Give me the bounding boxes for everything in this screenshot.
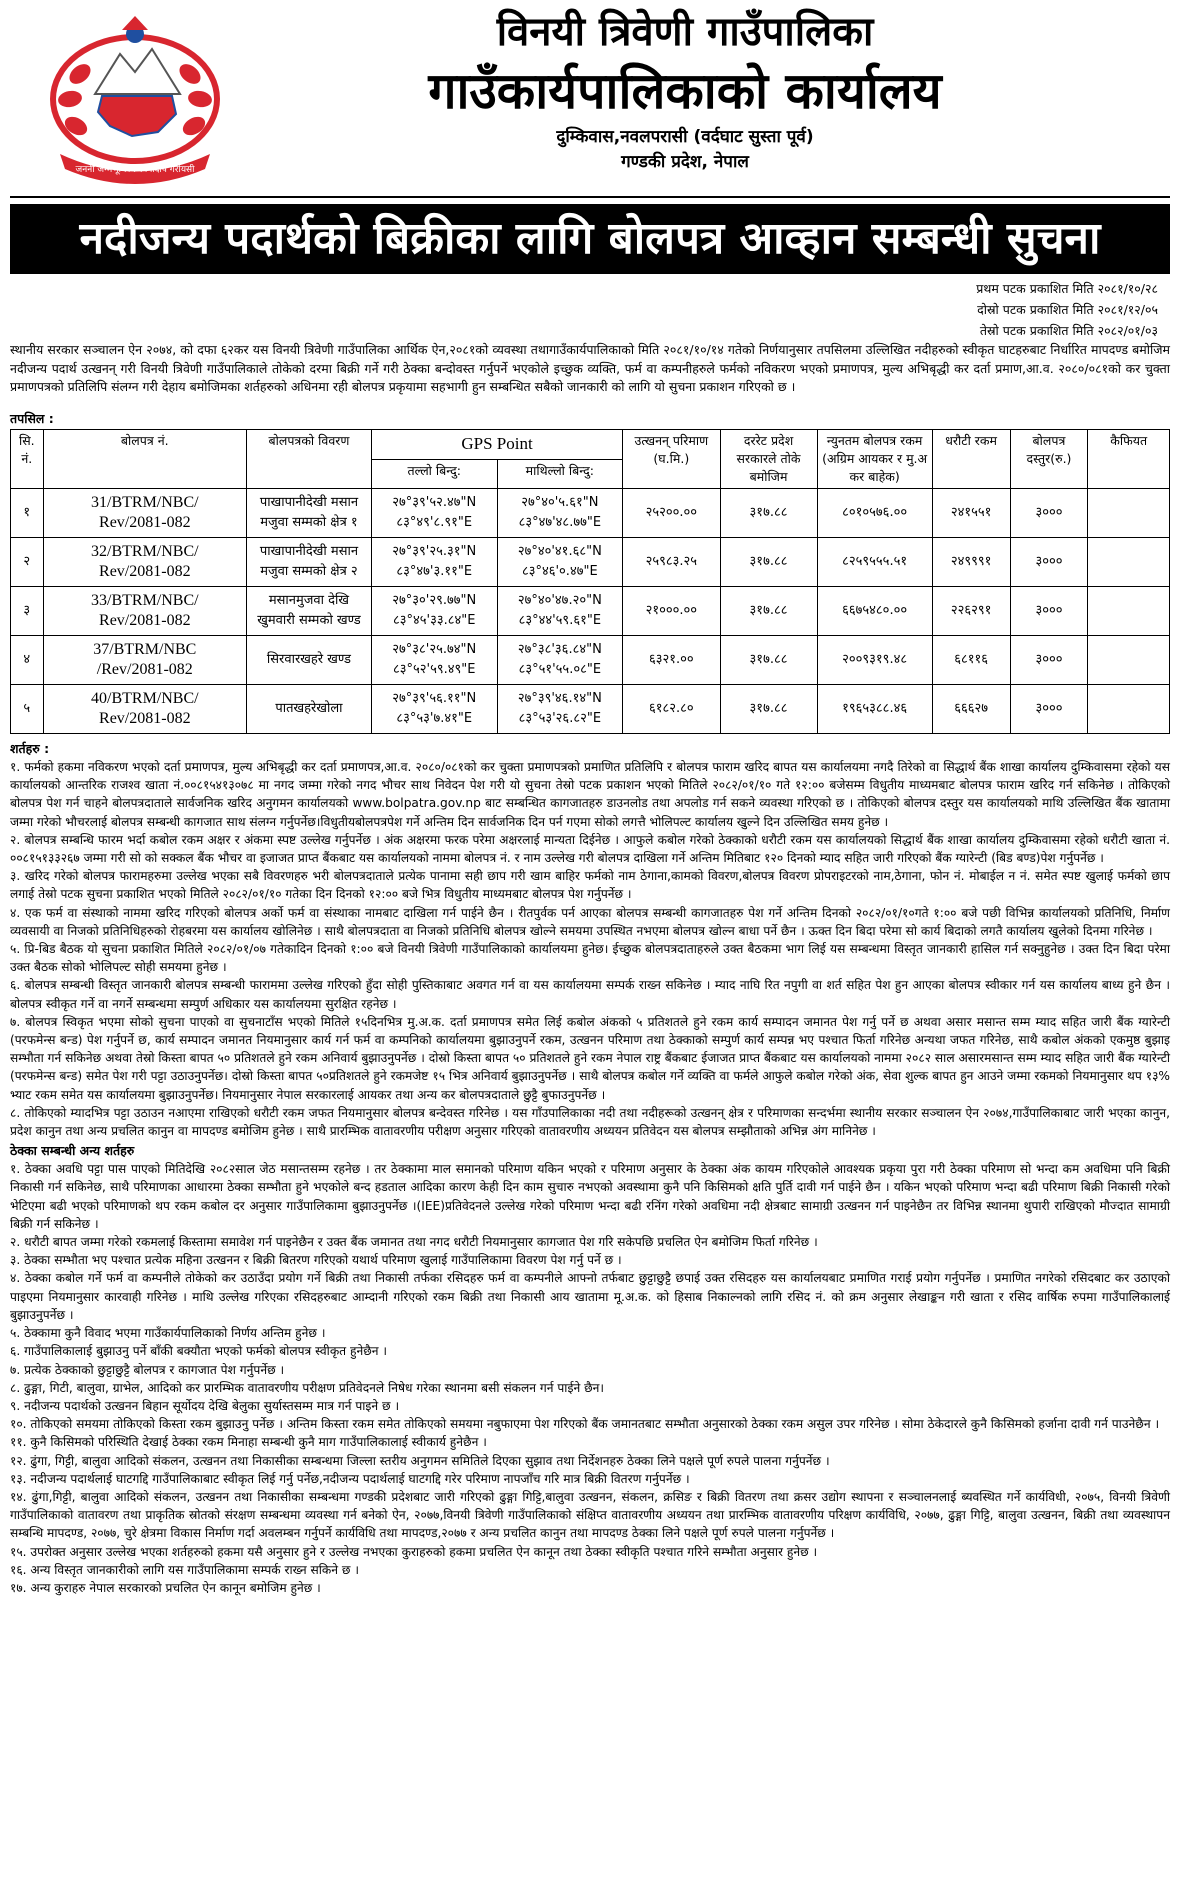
cell-remarks: [1088, 636, 1170, 685]
cell-bid-no: [43, 587, 246, 636]
cell-description: पाखापानीदेखी मसान मजुवा सम्मको क्षेत्र १: [246, 489, 371, 538]
cell-min-amount: ८२५९५५५.५१: [817, 538, 932, 587]
bid-no-part2: Rev/2081-082: [99, 514, 191, 531]
cell-fee: ३०००: [1010, 489, 1088, 538]
cell-deposit: ६८११६: [932, 636, 1010, 685]
header: [10, 6, 1170, 198]
conditions-list: [10, 758, 1170, 1140]
cell-bid-no: [43, 489, 246, 538]
cell-quantity: ६१८२.८०: [623, 685, 720, 734]
cell-gps-high: [497, 538, 623, 587]
cell-remarks: [1088, 685, 1170, 734]
cell-description: पातखहरेखोला: [246, 685, 371, 734]
cell-gps-low: [371, 636, 497, 685]
cell-gps-low: [371, 538, 497, 587]
gps-low-lat: २७°३९'५६.११"N: [392, 691, 477, 706]
col-rate: दररेट प्रदेश सरकारले तोके बमोजिम: [720, 430, 817, 489]
cell-sn: ३: [11, 587, 44, 636]
col-sn: सि. नं.: [11, 430, 44, 489]
cell-description: पाखापानीदेखी मसान मजुवा सम्मको क्षेत्र २: [246, 538, 371, 587]
table-row: [11, 685, 1170, 734]
cell-sn: ४: [11, 636, 44, 685]
publication-date-3: तेस्रो पटक प्रकाशित मिति २०८२/०१/०३: [979, 323, 1158, 338]
gps-high-lat: २७°४०'४७.२०"N: [517, 593, 602, 608]
contract-condition-item: ३. ठेक्का सम्भौता भए पश्चात प्रत्येक महिना उत्खनन र बिक्री बितरण गरिएको यथार्थ परिमाण खुलाई गाउँपालिकामा विवरण पेश गर्नु पर्ने छ ।: [10, 1253, 622, 1268]
col-gps-low: तल्लो बिन्दु:: [371, 459, 497, 489]
bid-no-part1: 40/BTRM/NBC/: [91, 690, 199, 707]
condition-item: १. फर्मको हकमा नविकरण भएको दर्ता प्रमाणपत्र, मुल्य अभिबृद्धी कर दर्ता प्रमाणपत्र,आ.व. २०८०/०८१को कर चुक्ता प्रमाणपत्रको प्रमाणित प्रतिलिपि र बोलपत्र फाराम खरिद बापत यस कार्यालयमा नगदै तिरेको वा सिद्धार्थ बैंक शाखा कार्यालय दुम्किवासमा रहेको यस कार्यालयको आन्तरिक राजश्व खाता नं.००८१५४१३०७८ मा नगद जम्मा गरेको नगद भौचर साथ निवेदन पेश गरी यो सुचना तेस्रो पटक प्रकाशन भएको मितिले २०८२/०१/१० गते १२:०० बजेसम्म विधुतीय माध्यमबाट बोलपत्र फाराम खरिद गर्न सकिनेछ । तोकिएको बोलपत्र पेश गर्न चाहने बोलपत्रदाताले सार्वजनिक खरिद अनुगमन कार्यालयको www.bolpatra.gov.np बाट सम्बन्धित कागजातहरु डाउनलोड तथा अपलोड गर्न सकने व्यवस्था गरिएको छ । तोकिएको बोलपत्र दस्तुर यस कार्यालयको माथि उल्लिखित बैंक खातामा जम्मा गरेको भौचरलाई बोलपत्र सम्बन्धी कागजात साथ संलग्न गर्नुपर्नेछ।विधुतीयबोलपत्रपेश गर्ने अन्तिम दिन सार्वजनिक दिन पर्न गएमा सोको लगत्तै भोलिपल्ट कार्यालय खुल्ने दिन उल्लिखित समय हुनेछ ।: [10, 760, 1170, 829]
cell-sn: ५: [11, 685, 44, 734]
condition-item: ४. एक फर्म वा संस्थाको नाममा खरिद गरिएको बोलपत्र अर्को फर्म वा संस्थाका नामबाट दाखिला गर्न पाईने छैन । रीतपुर्वक पर्न आएका बोलपत्र सम्बन्धी कागजातहरु पेश गर्ने अन्तिम दिनको २०८२/०१/१०गते १:०० बजे पछी विभिन्न कार्यालयको प्रतिनिधि, निर्माण व्यवसायी वा निजको प्रतिनिधिहरुको रोहबरमा यस कार्यालय खोलिनेछ । साथै बोलपत्रदाता वा निजको प्रतिनिधि बोलपत्र खोल्ने समयमा उपस्थित नभएमा बोलपत्र खोल्न बाधा पर्ने छैन । ऊक्त दिन बिदा परेमा सो कार्य बिदाको लगतै कार्यालय खुलेको दिनमा गरिनेछ ।: [10, 905, 1170, 938]
cell-gps-low: [371, 685, 497, 734]
cell-quantity: २५९८३.२५: [623, 538, 720, 587]
cell-fee: ३०००: [1010, 685, 1088, 734]
cell-deposit: ६६६२७: [932, 685, 1010, 734]
table-header-row: [11, 430, 1170, 460]
cell-bid-no: [43, 685, 246, 734]
col-gps: GPS Point: [371, 430, 622, 460]
cell-quantity: २५२००.००: [623, 489, 720, 538]
condition-item: ५. प्रि-बिड बैठक यो सुचना प्रकाशित मितिले २०८२/०१/०७ गतेकादिन दिनको १:०० बजे विनयी त्रिवेणी गाउँपालिकाको कार्यालयमा हुनेछ। ईच्छुक बोलपत्रदाताहरुले उक्त बैठकमा भाग लिई यस सम्बन्धमा विस्तृत जानकारी हासिल गर्न सक्नुहुनेछ । उक्त दिन बिदा परेमा उक्त बैठक सोको भोलिपल्ट सोही समयमा हुनेछ ।: [10, 942, 1170, 975]
bid-no-part1: 33/BTRM/NBC/: [91, 592, 199, 609]
notice-title-banner: नदीजन्य पदार्थको बिक्रीका लागि बोलपत्र आव्हान सम्बन्धी सुचना: [10, 204, 1170, 274]
condition-item: ३. खरिद गरेको बोलपत्र फारामहरुमा उल्लेख भएका सबै विवरणहरु भरी बोलपत्रदाताले प्रत्येक पानामा सही छाप गरी खाम बाहिर फर्मको नाम ठेगाना,कामको विवरण,बोलपत्र विवरण प्रोपराइटरको नाम,ठेगाना, फोन नं. मोबाईल न नं. समेत स्पष्ट खुलाई फर्मको छाप लगाई तेस्रो पटक सुचना प्रकाशित भएको मितिले २०८२/०१/१० गतेका दिन दिनको १२:०० बजे भित्र विधुतीय माध्यमबाट बोलपत्र पेश गर्नुपर्नेछ ।: [10, 869, 1170, 902]
contract-condition-item: १२. ढुंगा, गिट्टी, बालुवा आदिको संकलन, उत्खनन तथा निकासीका सम्बन्धमा जिल्ला स्तरीय अनुगमन समितिले दिएका सुझाव तथा निर्देशनहरु ठेक्का लिने पक्षले पूर्ण रुपले पालना गर्नुपर्नेछ ।: [10, 1453, 830, 1468]
cell-gps-low: [371, 587, 497, 636]
contract-condition-item: १५. उपरोक्त अनुसार उल्लेख भएका शर्तहरुको हकमा यसै अनुसार हुने र उल्लेख नभएका कुराहरुको हकमा प्रचलित ऐन कानून तथा ठेक्का स्वीकृति पश्चात गरिने सम्भौता अनुसार हुनेछ ।: [10, 1544, 818, 1559]
cell-min-amount: ८०१०५७६.००: [817, 489, 932, 538]
cell-min-amount: २००९३१९.४८: [817, 636, 932, 685]
bid-no-part1: 37/BTRM/NBC: [93, 641, 197, 658]
bid-no-part2: Rev/2081-082: [99, 612, 191, 629]
bid-no-part2: /Rev/2081-082: [96, 661, 193, 678]
cell-fee: ३०००: [1010, 636, 1088, 685]
cell-sn: २: [11, 538, 44, 587]
bid-no-part1: 32/BTRM/NBC/: [91, 543, 199, 560]
municipality-name: विनयी त्रिवेणी गाउँपालिका: [496, 9, 874, 55]
gps-high-lat: २७°३८'३६.८४"N: [517, 642, 602, 657]
gps-low-lon: ८३°४७'३.११"E: [396, 564, 473, 579]
table-row: [11, 636, 1170, 685]
publication-date-1: प्रथम पटक प्रकाशित मिति २०८१/१०/२८: [976, 281, 1158, 296]
table-row: [11, 538, 1170, 587]
cell-description: सिरवारखहरे खण्ड: [246, 636, 371, 685]
cell-deposit: २४१५५१: [932, 489, 1010, 538]
cell-sn: १: [11, 489, 44, 538]
cell-remarks: [1088, 489, 1170, 538]
gps-high-lat: २७°३९'४६.१४"N: [517, 691, 602, 706]
bid-table: [10, 429, 1170, 734]
contract-conditions-list: [10, 1160, 1170, 1597]
col-bid-no: बोलपत्र नं.: [43, 430, 246, 489]
bid-no-part2: Rev/2081-082: [99, 710, 191, 727]
condition-item: २. बोलपत्र सम्बन्धि फारम भर्दा कबोल रकम अक्षर र अंकमा स्पष्ट उल्लेख गर्नुपर्नेछ । अंक अक्षरमा फरक परेमा अक्षरलाई मान्यता दिईनेछ । आफुले कबोल गरेको ठेक्काको धरौटी रकम यस कार्यालयको सिद्धार्थ बैंक शाखा कार्यालय दुम्किवासमा रहेको धरौटी खाता नं. ००८१५१३३२६७ जम्मा गरी सो को सक्कल बैंक भौचर वा इजाजत प्राप्त बैंकबाट यस कार्यालयको नाममा बोलपत्र नं. र नाम उल्लेख गरी बोलपत्र दाखिला गर्ने अन्तिम मितिबाट १२० दिनको म्याद सहित जारी गरिएको बैंक ग्यारेन्टी (बिड बण्ड)पेश गर्नुपर्नेछ ।: [10, 832, 1170, 866]
office-name: गाउँकार्यपालिकाको कार्यालय: [428, 62, 942, 120]
gps-low-lat: २७°३०'२९.७७"N: [392, 593, 477, 608]
cell-rate: ३१७.८८: [720, 538, 817, 587]
gps-low-lat: २७°३९'५२.४७"N: [392, 495, 477, 510]
col-description: बोलपत्रको विवरण: [246, 430, 371, 489]
contract-conditions-heading: ठेक्का सम्बन्धी अन्य शर्तहरु: [10, 1143, 135, 1159]
cell-gps-high: [497, 489, 623, 538]
cell-deposit: २४९९९१: [932, 538, 1010, 587]
cell-gps-high: [497, 587, 623, 636]
cell-deposit: २२६२९१: [932, 587, 1010, 636]
contract-condition-item: १७. अन्य कुराहरु नेपाल सरकारको प्रचलित ऐन कानून बमोजिम हुनेछ ।: [10, 1580, 321, 1595]
cell-gps-high: [497, 636, 623, 685]
cell-bid-no: [43, 538, 246, 587]
gps-high-lat: २७°४०'५.६१"N: [521, 495, 599, 510]
cell-bid-no: [43, 636, 246, 685]
cell-fee: ३०००: [1010, 538, 1088, 587]
gps-high-lon: ८३°५१'५५.०८"E: [518, 662, 602, 677]
header-titles: [240, 6, 1130, 174]
contract-condition-item: १४. ढुंगा,गिट्टी, बालुवा आदिको संकलन, उत्खनन तथा निकासीका सम्बन्धमा गण्डकी प्रदेशबाट जारी गरिएको ढुङ्गा गिट्टि,बालुवा उत्खनन, संकलन, क्रसिङ र बिक्री वितरण तथा क्रसर उद्योग स्थापना र सञ्चालनलाई ब्यवस्थित गर्ने कार्यविधी, २०७५, विनयी त्रिवेणी गाउँपालिकाको वातावरण तथा प्राकृतिक स्रोतको संरक्षण सम्बन्धमा व्यवस्था गर्न बनेको ऐन, २०७७,विनयी त्रिवेणी गाउँपालिकाको संक्षिप्त वातावरणीय अध्ययन तथा प्रारम्भिक वातावरणीय परिक्षण कार्यविधि, २०७७, ढुङ्गा गिट्टि, बालुवा उत्खनन, बिक्री तथा व्यवस्थापन सम्बन्धि मापदण्ड, २०७७, चुरे क्षेत्रमा विकास निर्माण गर्दा अवलम्बन गर्नुपर्ने कार्यविधि तथा मापदण्ड,२०७७ र अन्य प्रचलित कानुन तथा मापदण्ड ठेक्का लिने पक्षले पूर्ण रुपले पालना गर्नुपर्नेछ ।: [10, 1489, 1170, 1541]
gps-low-lat: २७°३९'२५.३१"N: [392, 544, 477, 559]
contract-condition-item: ६. गाउँपालिकालाई बुझाउनु पर्ने बाँकी बक्यौता भएको फर्मको बोलपत्र स्वीकृत हुनेछैन ।: [10, 1344, 388, 1359]
publication-date-2: दोस्रो पटक प्रकाशित मिति २०८१/१२/०५: [977, 302, 1158, 317]
contract-condition-item: १. ठेक्का अवधि पट्टा पास पाएको मितिदेखि २०८२साल जेठ मसान्तसम्म रहनेछ । तर ठेक्कामा माल समानको परिमाण यकिन भएको र परिमाण अनुसार के ठेक्का अंक कायम गरिएकोले आवश्यक प्रकृया पुरा गरी ठेक्का परिमाण सो भन्दा कम अवधिमा पनि बिक्री निकासी गर्न सकिनेछ, साथै परिमाणका आधारमा ठेक्का सम्भौता हुने भएकोले बन्द हडताल आदिका कारण केही दिन काम सुचारु नभएको अवस्थामा कुनै पनि किसिमको क्षति पुर्ति दावी गर्न पाईने छैन । यकिन भएको परिमाण भन्दा बढी परिमाण बिक्री निकासी गरेको भेटिएमा बढी भएको परिमाणको थप रकम कबोल दर अनुसार गाउँपालिकामा बुझाउनुपर्नेछ ।(IEE)प्रतिवेदनले उल्लेख गरेको परिमाण भन्दा बढी रनिंग गरेको अवधिमा नदी क्षेत्रबाट सामाग्री उत्खनन गर्न पाइनेछैन तर विभिन्न स्थानमा थुपारी राखिएको मौज्दात सामाग्री बिक्री गर्न सकिनेछ ।: [10, 1162, 1170, 1231]
cell-quantity: ६३२१.००: [623, 636, 720, 685]
gps-high-lon: ८३°४७'४८.७७"E: [518, 515, 602, 530]
cell-remarks: [1088, 538, 1170, 587]
province-country: गण्डकी प्रदेश, नेपाल: [621, 152, 749, 172]
cell-description: मसानमुजवा देखि खुमवारी सम्मको खण्ड: [246, 587, 371, 636]
gps-low-lon: ८३°४९'८.९१"E: [396, 515, 473, 530]
schedule-label: तपसिल :: [10, 411, 54, 426]
contract-condition-item: १३. नदीजन्य पदार्थलाई घाटगद्दि गाउँपालिकाबाट स्वीकृत लिई गर्नु पर्नेछ,नदीजन्य पदार्थलाई घाटगद्दि गरेर परिमाण नापजाँच गरि मात्र बिक्री वितरण गर्नुपर्नेछ ।: [10, 1471, 690, 1486]
col-quantity: उत्खनन् परिमाण (घ.मि.): [623, 430, 720, 489]
condition-item: ६. बोलपत्र सम्बन्धी विस्तृत जानकारी बोलपत्र सम्बन्धी फाराममा उल्लेख गरिएको हुँदा सोही पुस्तिकाबाट अवगत गर्न वा यस कार्यालयमा सम्पर्क राख्न सकिनेछ । म्याद नाघि रित नपुगी वा शर्त सहित पेश हुन आएका बोलपत्र स्वीकार गर्न यस कार्यालय बाध्य हुने छैन । बोलपत्र स्वीकृत गर्ने वा नगर्ने सम्बन्धमा सम्पुर्ण अधिकार यस कार्यालयमा सुरक्षित रहनेछ ।: [10, 978, 1170, 1011]
cell-gps-low: [371, 489, 497, 538]
contract-condition-item: ५. ठेक्कामा कुनै विवाद भएमा गाउँकार्यपालिकाको निर्णय अन्तिम हुनेछ ।: [10, 1326, 326, 1341]
nepal-emblem-icon: [40, 14, 230, 189]
contract-condition-item: ८. ढुङ्गा, गिटी, बालुवा, ग्राभेल, आदिको कर प्रारम्भिक वातावरणीय परीक्षण प्रतिवेदनले निषेध गरेका स्थानमा बसी संकलन गर्न पाईने छैन।: [10, 1380, 605, 1395]
gps-low-lon: ८३°५३'७.४१"E: [396, 711, 473, 726]
cell-quantity: २१०००.००: [623, 587, 720, 636]
cell-gps-high: [497, 685, 623, 734]
cell-min-amount: ६६७५४८०.००: [817, 587, 932, 636]
table-row: [11, 489, 1170, 538]
gps-low-lon: ८३°५२'५९.४९"E: [392, 662, 476, 677]
cell-rate: ३१७.८८: [720, 685, 817, 734]
col-gps-high: माथिल्लो बिन्दु:: [497, 459, 623, 489]
cell-rate: ३१७.८८: [720, 489, 817, 538]
contract-condition-item: ४. ठेक्का कबोल गर्ने फर्म वा कम्पनीले तोकेको कर उठाउँदा प्रयोग गर्ने बिक्री तथा निकासी तर्फका रसिदहरु फर्म वा कम्पनीले आफ्नो तर्फबाट छुट्टाछुट्टै छपाई उक्त रसिदहरु यस कार्यालयबाट प्रमाणित गराई प्रयोग गर्नुपर्नेछ । प्रमाणित नगरेको रसिदबाट कर उठाएको पाइएमा नियमानुसार कारवाही गरिनेछ । माथि उल्लेख गरिएका रसिदहरुबाट आम्दानी गरिएको रकम बिक्री तथा निकासी आय खातामा मू.अ.क. को हिसाब निकाल्नको लागि रसिद नं. को क्रम अनुसार लेखाङ्कन गरी खाता र रसिद वार्षिक रुपमा गाउँपालिकालाई बुझाउनुपर्नेछ ।: [10, 1271, 1170, 1322]
condition-item: ८. तोकिएको म्यादभित्र पट्टा उठाउन नआएमा राखिएको धरौटी रकम जफत नियमानुसार बोलपत्र बन्देवस्त गरिनेछ । यस गाँउपालिकाका नदी तथा नदीहरूको उत्खनन् क्षेत्र र परिमाणका सन्दर्भमा स्थानीय सरकार सञ्चालन ऐन २०७४,गाउँपालिकाबाट जारी भएका कानुन, प्रदेश कानुन तथा अन्य प्रचलित कानुन वा मापदण्ड बमोजिम हुनेछ । साथै प्रारम्भिक वातावरणीय परीक्षण अनुसार गरिएको वातावरणीय अध्ययन प्रतिवेदन यस बोलपत्र सम्झौताको अभिन्न अंग मानिनेछ ।: [10, 1105, 1170, 1139]
cell-min-amount: १९६५३८८.४६: [817, 685, 932, 734]
contract-condition-item: १६. अन्य विस्तृत जानकारीको लागि यस गाउँपालिकामा सम्पर्क राख्न सकिने छ ।: [10, 1562, 359, 1577]
contract-condition-item: ७. प्रत्येक ठेक्काको छुट्टाछुट्टै बोलपत्र र कागजात पेश गर्नुपर्नेछ ।: [10, 1362, 285, 1377]
table-row: [11, 587, 1170, 636]
conditions-heading: शर्तहरु :: [10, 741, 50, 756]
bid-no-part1: 31/BTRM/NBC/: [91, 494, 199, 511]
cell-rate: ३१७.८८: [720, 636, 817, 685]
gps-high-lat: २७°४०'४१.६८"N: [517, 544, 602, 559]
publication-dates: [10, 278, 1170, 341]
office-address: दुम्किवास,नवलपरासी (वर्दघाट सुस्ता पूर्व): [556, 127, 814, 147]
col-deposit: धरौटी रकम: [932, 430, 1010, 489]
gps-high-lon: ८३°४६'०.४७"E: [521, 564, 598, 579]
cell-remarks: [1088, 587, 1170, 636]
contract-condition-item: ९. नदीजन्य पदार्थको उत्खनन बिहान सूर्योदय देखि बेलुका सुर्यास्तसम्म मात्र गर्न पाइने छ ।: [10, 1398, 400, 1413]
cell-rate: ३१७.८८: [720, 587, 817, 636]
contract-condition-item: १०. तोकिएको समयमा तोकिएको किस्ता रकम बुझाउनु पर्नेछ । अन्तिम किस्ता रकम समेत तोकिएको समयमा नबुफाएमा पेश गरिएको बैंक जमानतबाट सम्भौता अनुसारको ठेक्का रकम असुल उपर गरिनेछ । सोमा ठेकेदारले कुनै किसिमको हर्जाना दावी गर्न पाउनेछैन ।: [10, 1417, 1160, 1432]
condition-item: ७. बोलपत्र स्विकृत भएमा सोको सुचना पाएको वा सुचनाटाँस भएको मितिले १५दिनभित्र मु.अ.क. दर्ता प्रमाणपत्र समेत लिई कबोल अंकको ५ प्रतिशतले हुने रकम कार्य सम्पादन जमानत पेश गर्नु पर्ने छ अथवा असार मसान्त सम्म म्याद सहित जारी बैंक ग्यारेन्टी (परफमेन्स बन्ड) पेश गर्नुपर्ने छ, कार्य सम्पादन जमानत नियमानुसार कार्य गर्न फर्म वा कम्पनिको कार्यालयमा बुझाउनुपर्ने रकम, उत्खनन परिमाण तथा ठेक्काको सम्पुर्ण कार्य सम्पन्न भए पश्चात फिर्ता गरिनेछ अन्यथा जफत गरिनेछ, साथै कबोल अंकको एकमुष्ठ बुझाइ सम्भौता गर्न सकिनेछ अथवा तेस्रो किस्ता बापत ५० प्रतिशतले हुने रकम अनिवार्य बुझाउनुपर्नेछ । दोस्रो किस्ता बापत ५० प्रतिशतले हुने रकम नेपाल राष्ट्र बैंकबाट ईजाजत प्राप्त बैंकबाट यस कार्यालयको नाममा २०८२ साल असारमसान्त सम्म म्याद सहित जारी बैंक ग्यारेन्टी (परफमेन्स बन्ड) समेत पेश गरी पट्टा उठाउनुपर्नेछ। दोस्रो किस्ता बापत ५०प्रतिशतले हुने रकमजेष्ट १५ भित्र अनिवार्य बुझाउनुपर्नेछ । साथै बोलपत्र कबोल गर्ने व्यक्ति वा फर्मले आफुले कबोल गरेको अंक, सेवा शुल्क बापत हुन आउने जम्मा रकमको नियमानुसार थप १३% भ्याट रकम समेत यस कार्यालयमा बुझाउनुपर्नेछ। नियमानुसार नेपाल सरकारलाई आयकर तथा अन्य कर बोलपत्रदाताले छुट्टै बुफाउनुपर्नेछ ।: [10, 1014, 1170, 1102]
intro-paragraph: स्थानीय सरकार सञ्चालन ऐन २०७४, को दफा ६२कर यस विनयी त्रिवेणी गाउँपालिका आर्थिक ऐन,२०८१को व्यवस्था तथागाउँकार्यपालिकाको मिति २०८१/१०/१४ गतेको निर्णयानुसार तपसिलमा उल्लिखित नदीहरुको स्वीकृत घाटहरुबाट निर्धारित मापदण्ड बमोजिम नदीजन्य पदार्थ उत्खनन् गरी विनयी त्रिवेणी गाउँपालिकाले तोकेको दरमा बिक्री गर्ने गरी ठेक्का बन्दोवस्त गर्नुपर्ने भएकोले इच्छुक व्यक्ति, फर्म वा कम्पनीहरुले फर्मको नविकरण भएको प्रमाणपत्र, मुल्य अभिबृद्धी कर दर्ता प्रमाण,आ.व. २०८०/०८१को कर चुक्ता प्रमाणपत्रको प्रतिलिपि संलग्न गरी देहाय बमोजिमका शर्तहरुको अधिनमा रही बोलपत्र प्रकृयामा सहभागी हुन सम्बन्धित सबैको जानकारी को लागि यो सुचना प्रकाशन गरिएको छ ।: [10, 342, 1170, 394]
col-min-amount: न्युनतम बोलपत्र रकम (अग्रिम आयकर र मु.अ कर बाहेक): [817, 430, 932, 489]
gps-high-lon: ८३°५३'२६.८२"E: [518, 711, 602, 726]
col-fee: बोलपत्र दस्तुर(रु.): [1010, 430, 1088, 489]
col-remarks: कैफियत: [1088, 430, 1170, 489]
contract-condition-item: २. धरौटी बापत जम्मा गरेको रकमलाई किस्तामा समावेश गर्न पाइनेछैन र उक्त बैंक जमानत तथा नगद धरौटी नियमानुसार कागजात पेश गरि सकेपछि प्रचलित ऐन बमोजिम फिर्ता गरिनेछ ।: [10, 1235, 818, 1250]
bid-no-part2: Rev/2081-082: [99, 563, 191, 580]
gps-high-lon: ८३°४४'५९.६१"E: [518, 613, 602, 628]
emblem-motto: जननी जन्मभूमिश्च स्वर्गादपि गरीयसी: [75, 165, 195, 175]
contract-condition-item: ११. कुनै किसिमको परिस्थिति देखाई ठेक्का रकम मिनाहा सम्बन्धी कुनै माग गाउँपालिकालाई स्वीकार्य हुनेछैन ।: [10, 1435, 487, 1450]
gps-low-lon: ८३°४५'३३.८४"E: [392, 613, 476, 628]
cell-fee: ३०००: [1010, 587, 1088, 636]
gps-low-lat: २७°३८'२५.७४"N: [392, 642, 477, 657]
